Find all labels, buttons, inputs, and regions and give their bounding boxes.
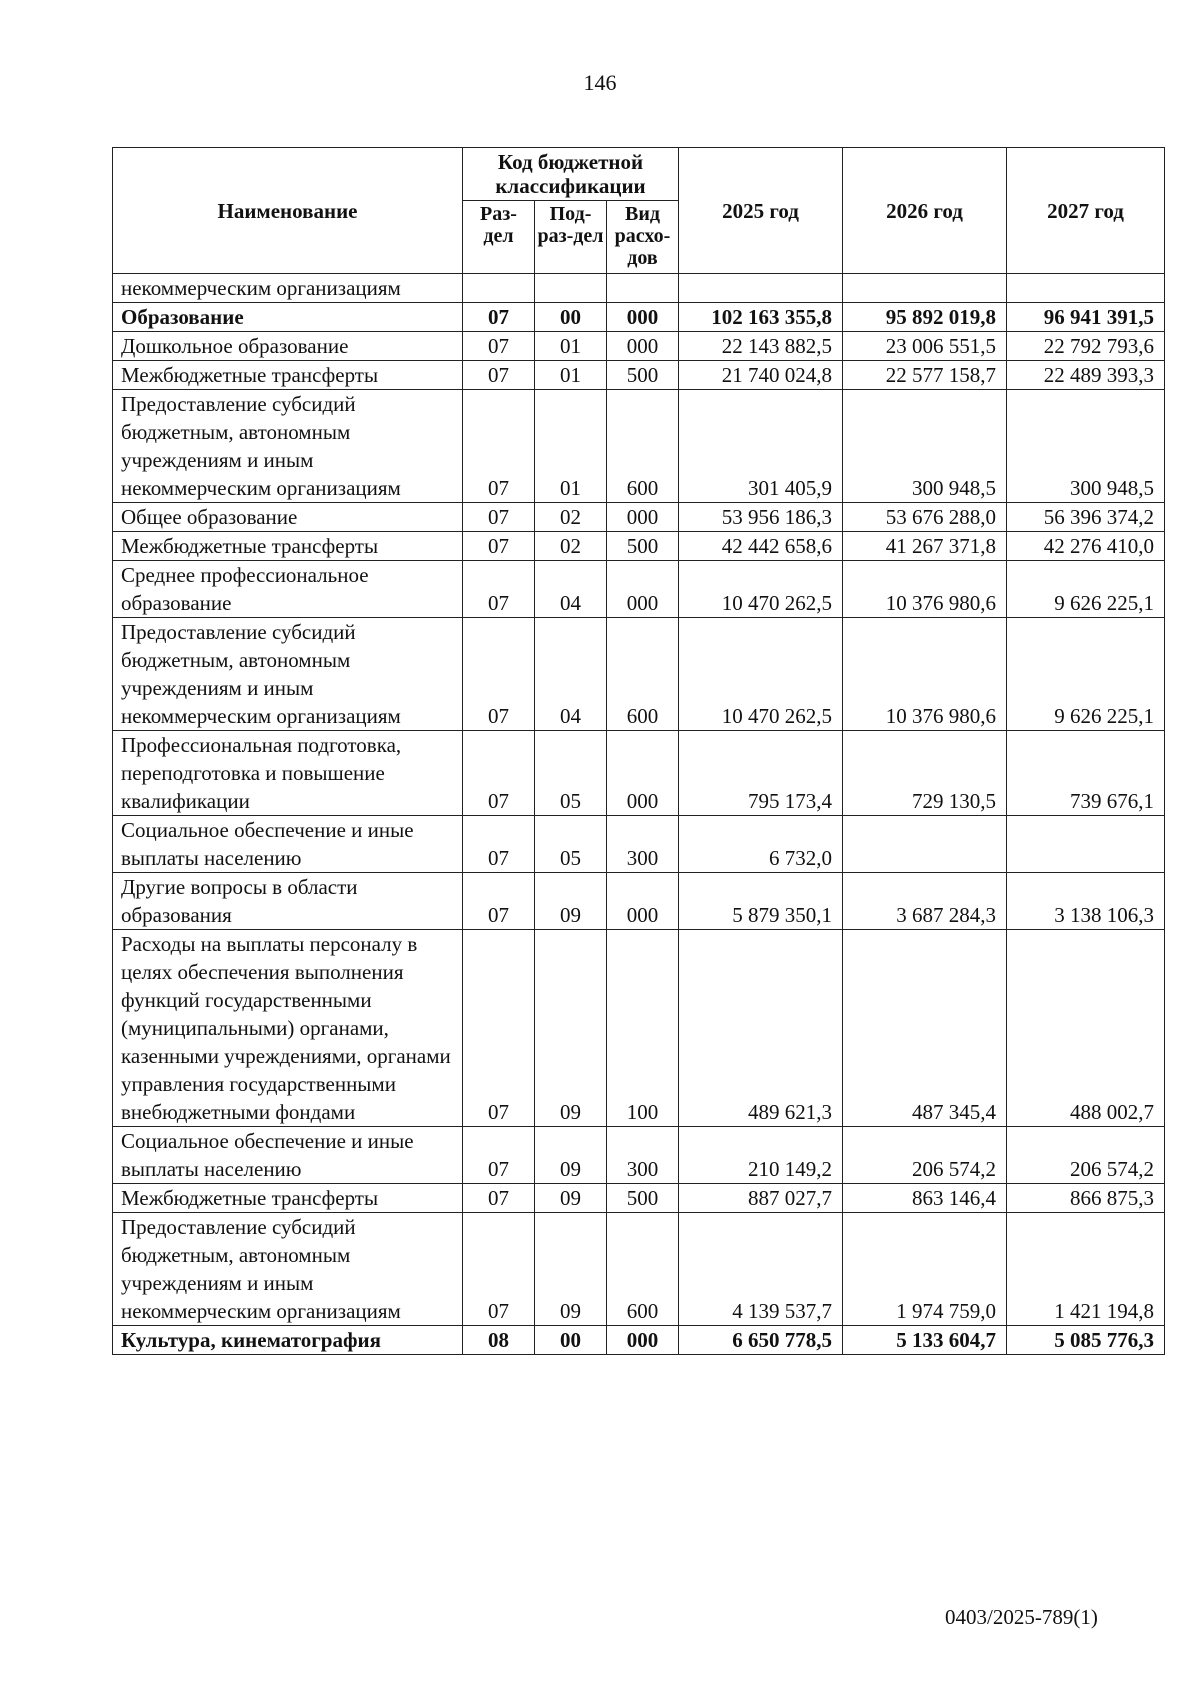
table-row	[113, 816, 1165, 873]
row-vid: 600	[607, 618, 679, 731]
row-podrazdel: 04	[535, 561, 607, 618]
row-razdel: 07	[463, 816, 535, 873]
row-name: Социальное обеспечение и иные выплаты населению	[113, 816, 463, 873]
row-name: Дошкольное образование	[113, 332, 463, 361]
row-podrazdel: 00	[535, 1326, 607, 1355]
row-value-2025: 21 740 024,8	[679, 361, 843, 390]
row-name: Межбюджетные трансферты	[113, 1184, 463, 1213]
row-name: Общее образование	[113, 503, 463, 532]
row-podrazdel: 02	[535, 503, 607, 532]
row-value-2026: 206 574,2	[843, 1127, 1007, 1184]
row-value-2025: 301 405,9	[679, 390, 843, 503]
row-value-2025	[679, 274, 843, 303]
row-podrazdel: 09	[535, 1213, 607, 1326]
row-razdel: 07	[463, 930, 535, 1127]
row-value-2025: 42 442 658,6	[679, 532, 843, 561]
row-value-2027: 22 489 393,3	[1007, 361, 1165, 390]
row-value-2026	[843, 816, 1007, 873]
header-2025: 2025 год	[679, 148, 843, 274]
row-vid: 600	[607, 1213, 679, 1326]
row-value-2026: 300 948,5	[843, 390, 1007, 503]
row-razdel: 07	[463, 503, 535, 532]
row-vid: 000	[607, 332, 679, 361]
row-value-2025: 6 732,0	[679, 816, 843, 873]
table-row	[113, 361, 1165, 390]
row-name: Межбюджетные трансферты	[113, 532, 463, 561]
document-code: 0403/2025-789(1)	[945, 1605, 1098, 1629]
row-value-2026: 10 376 980,6	[843, 561, 1007, 618]
row-razdel: 08	[463, 1326, 535, 1355]
table-row	[113, 1127, 1165, 1184]
row-vid: 000	[607, 873, 679, 930]
row-value-2027: 42 276 410,0	[1007, 532, 1165, 561]
table-row	[113, 561, 1165, 618]
row-name: Предоставление субсидий бюджетным, автономным учреждениям и иным некоммерческим организациям	[113, 1213, 463, 1326]
table-row	[113, 1326, 1165, 1355]
header-vid: Вид расхо-дов	[607, 201, 679, 274]
row-podrazdel: 09	[535, 1184, 607, 1213]
row-razdel: 07	[463, 618, 535, 731]
row-value-2027: 9 626 225,1	[1007, 618, 1165, 731]
row-value-2027: 3 138 106,3	[1007, 873, 1165, 930]
row-name: Социальное обеспечение и иные выплаты населению	[113, 1127, 463, 1184]
row-name: Другие вопросы в области образования	[113, 873, 463, 930]
row-name: Предоставление субсидий бюджетным, автономным учреждениям и иным некоммерческим организациям	[113, 618, 463, 731]
row-value-2027: 22 792 793,6	[1007, 332, 1165, 361]
row-value-2027: 300 948,5	[1007, 390, 1165, 503]
row-vid: 100	[607, 930, 679, 1127]
row-podrazdel: 00	[535, 303, 607, 332]
row-value-2027: 56 396 374,2	[1007, 503, 1165, 532]
table-row	[113, 930, 1165, 1127]
row-podrazdel: 05	[535, 731, 607, 816]
table-row	[113, 532, 1165, 561]
row-value-2026: 53 676 288,0	[843, 503, 1007, 532]
row-vid: 500	[607, 361, 679, 390]
page-number: 146	[583, 70, 617, 95]
row-vid: 000	[607, 503, 679, 532]
row-value-2027	[1007, 274, 1165, 303]
table-row	[113, 390, 1165, 503]
row-razdel: 07	[463, 361, 535, 390]
row-value-2027: 488 002,7	[1007, 930, 1165, 1127]
row-value-2027: 206 574,2	[1007, 1127, 1165, 1184]
header-podrazdel: Под-раз-дел	[535, 201, 607, 274]
table-body	[113, 274, 1165, 1355]
row-value-2027: 1 421 194,8	[1007, 1213, 1165, 1326]
row-podrazdel: 09	[535, 1127, 607, 1184]
row-razdel: 07	[463, 332, 535, 361]
row-razdel: 07	[463, 561, 535, 618]
row-value-2026: 5 133 604,7	[843, 1326, 1007, 1355]
row-value-2025: 887 027,7	[679, 1184, 843, 1213]
row-razdel: 07	[463, 1184, 535, 1213]
row-podrazdel: 01	[535, 361, 607, 390]
row-value-2025: 5 879 350,1	[679, 873, 843, 930]
row-vid	[607, 274, 679, 303]
row-name: Образование	[113, 303, 463, 332]
row-name: Среднее профессиональное образование	[113, 561, 463, 618]
row-name: Культура, кинематография	[113, 1326, 463, 1355]
row-value-2026: 487 345,4	[843, 930, 1007, 1127]
table-header	[113, 148, 1165, 274]
header-2026: 2026 год	[843, 148, 1007, 274]
row-podrazdel: 04	[535, 618, 607, 731]
row-name: Предоставление субсидий бюджетным, автономным учреждениям и иным некоммерческим организациям	[113, 390, 463, 503]
row-vid: 500	[607, 532, 679, 561]
row-vid: 000	[607, 303, 679, 332]
row-podrazdel: 01	[535, 390, 607, 503]
header-code-group: Код бюджетной классификации	[463, 148, 679, 201]
row-value-2026: 729 130,5	[843, 731, 1007, 816]
row-value-2026: 10 376 980,6	[843, 618, 1007, 731]
row-podrazdel: 09	[535, 930, 607, 1127]
row-value-2027: 96 941 391,5	[1007, 303, 1165, 332]
row-razdel: 07	[463, 532, 535, 561]
row-value-2025: 22 143 882,5	[679, 332, 843, 361]
row-value-2026: 41 267 371,8	[843, 532, 1007, 561]
row-value-2026: 863 146,4	[843, 1184, 1007, 1213]
table-row	[113, 1213, 1165, 1326]
table-row	[113, 332, 1165, 361]
row-razdel: 07	[463, 1213, 535, 1326]
table-row	[113, 503, 1165, 532]
row-value-2026: 1 974 759,0	[843, 1213, 1007, 1326]
row-name: Межбюджетные трансферты	[113, 361, 463, 390]
row-value-2026: 22 577 158,7	[843, 361, 1007, 390]
row-name: Расходы на выплаты персоналу в целях обеспечения выполнения функций государственными (муниципальными) органами, казенными учреждениями, органами управления государственными внебюджетными фондами	[113, 930, 463, 1127]
row-razdel: 07	[463, 390, 535, 503]
row-value-2025: 489 621,3	[679, 930, 843, 1127]
row-razdel	[463, 274, 535, 303]
header-name: Наименование	[113, 148, 463, 274]
row-value-2027: 9 626 225,1	[1007, 561, 1165, 618]
row-vid: 300	[607, 816, 679, 873]
row-razdel: 07	[463, 1127, 535, 1184]
row-value-2025: 10 470 262,5	[679, 561, 843, 618]
row-value-2025: 102 163 355,8	[679, 303, 843, 332]
row-value-2027	[1007, 816, 1165, 873]
header-razdel: Раз-дел	[463, 201, 535, 274]
row-vid: 500	[607, 1184, 679, 1213]
row-value-2025: 795 173,4	[679, 731, 843, 816]
row-podrazdel	[535, 274, 607, 303]
row-value-2025: 10 470 262,5	[679, 618, 843, 731]
row-podrazdel: 02	[535, 532, 607, 561]
table-row	[113, 873, 1165, 930]
row-vid: 300	[607, 1127, 679, 1184]
row-value-2026: 3 687 284,3	[843, 873, 1007, 930]
row-value-2025: 210 149,2	[679, 1127, 843, 1184]
table-row	[113, 274, 1165, 303]
row-podrazdel: 01	[535, 332, 607, 361]
row-value-2026: 95 892 019,8	[843, 303, 1007, 332]
table-row	[113, 1184, 1165, 1213]
header-2027: 2027 год	[1007, 148, 1165, 274]
row-razdel: 07	[463, 303, 535, 332]
row-value-2026	[843, 274, 1007, 303]
table-row	[113, 731, 1165, 816]
row-value-2025: 4 139 537,7	[679, 1213, 843, 1326]
row-value-2027: 866 875,3	[1007, 1184, 1165, 1213]
row-razdel: 07	[463, 731, 535, 816]
budget-table	[112, 147, 1165, 1355]
row-name: некоммерческим организациям	[113, 274, 463, 303]
row-vid: 000	[607, 561, 679, 618]
row-podrazdel: 09	[535, 873, 607, 930]
table-row	[113, 618, 1165, 731]
row-value-2027: 739 676,1	[1007, 731, 1165, 816]
row-value-2027: 5 085 776,3	[1007, 1326, 1165, 1355]
row-vid: 000	[607, 1326, 679, 1355]
row-razdel: 07	[463, 873, 535, 930]
row-vid: 600	[607, 390, 679, 503]
row-value-2025: 53 956 186,3	[679, 503, 843, 532]
row-name: Профессиональная подготовка, переподготовка и повышение квалификации	[113, 731, 463, 816]
row-value-2025: 6 650 778,5	[679, 1326, 843, 1355]
row-value-2026: 23 006 551,5	[843, 332, 1007, 361]
table-row	[113, 303, 1165, 332]
row-vid: 000	[607, 731, 679, 816]
row-podrazdel: 05	[535, 816, 607, 873]
